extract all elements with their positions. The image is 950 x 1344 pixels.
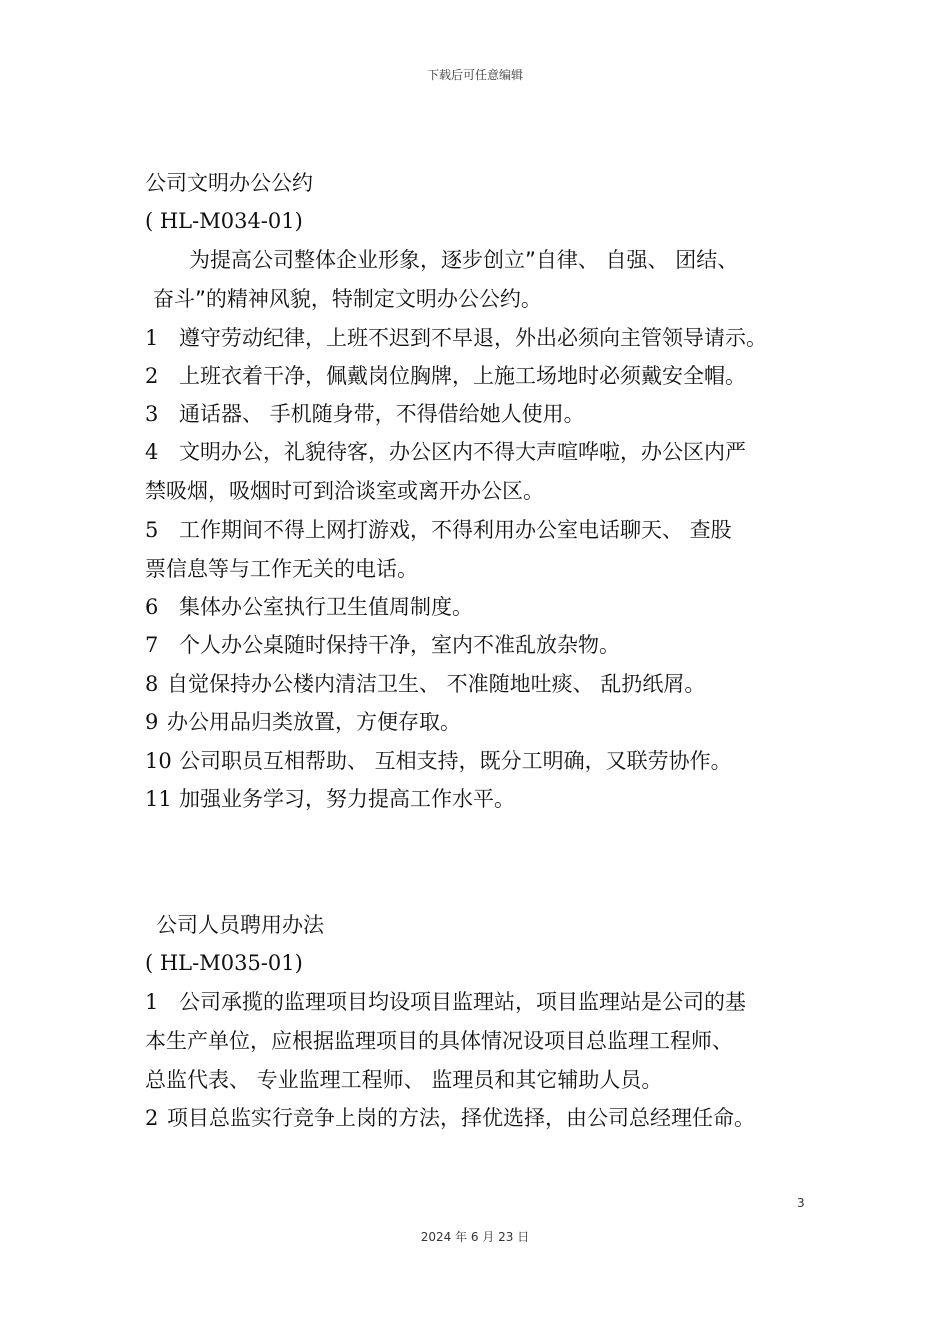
- item-number: 2: [145, 364, 159, 388]
- list-item: [145, 400, 585, 428]
- item-number: 4: [145, 440, 159, 464]
- list-item: [145, 593, 473, 621]
- item-text: 办公用品归类放置，方便存取。: [167, 710, 461, 734]
- list-item: [145, 747, 732, 775]
- section2-code: ( HL-M035-01): [145, 951, 303, 975]
- item-text: 遵守劳动纪律，上班不迟到不早退，外出必须向主管领导请示。: [179, 326, 767, 350]
- item-text: 个人办公桌随时保持干净，室内不准乱放杂物。: [179, 633, 620, 657]
- section1-title: 公司文明办公公约: [145, 171, 313, 195]
- section1-code: ( HL-M034-01): [145, 209, 303, 233]
- list-item-continuation: 票信息等与工作无关的电话。: [145, 557, 418, 581]
- item-number: 3: [145, 402, 159, 426]
- list-item: [145, 1104, 755, 1132]
- item-text: 加强业务学习，努力提高工作水平。: [179, 787, 515, 811]
- item-text: 项目总监实行竞争上岗的方法，择优选择，由公司总经理任命。: [167, 1106, 755, 1130]
- list-item: [145, 988, 746, 1016]
- section1-intro-line1: 为提高公司整体企业形象，逐步创立”自律、 自强、 团结、: [189, 248, 739, 272]
- page-header: 下载后可任意编辑: [426, 68, 523, 82]
- item-number: 1: [145, 990, 159, 1014]
- list-item: [145, 438, 746, 466]
- item-number: 2: [145, 1106, 159, 1130]
- item-number: 5: [145, 518, 159, 542]
- item-text: 自觉保持办公楼内清洁卫生、 不准随地吐痰、 乱扔纸屑。: [167, 672, 706, 696]
- list-item: [145, 708, 461, 736]
- item-text: 公司职员互相帮助、 互相支持，既分工明确，又联劳协作。: [179, 749, 732, 773]
- item-text: 上班衣着干净，佩戴岗位胸牌，上施工场地时必须戴安全帽。: [179, 364, 746, 388]
- list-item: [145, 785, 515, 813]
- list-item-continuation: 本生产单位，应根据监理项目的具体情况设项目总监理工程师、: [145, 1029, 733, 1053]
- item-text: 公司承揽的监理项目均设项目监理站，项目监理站是公司的基: [179, 990, 746, 1014]
- section2-title: 公司人员聘用办法: [156, 913, 324, 937]
- list-item: [145, 670, 705, 698]
- item-number: 1: [145, 326, 159, 350]
- item-number: 11: [145, 787, 172, 811]
- page-footer-date: 2024 年 6 月 23 日: [420, 1230, 530, 1244]
- item-text: 文明办公，礼貌待客，办公区内不得大声喧哗啦，办公区内严: [179, 440, 746, 464]
- list-item: [145, 631, 620, 659]
- list-item: [145, 324, 767, 352]
- item-text: 集体办公室执行卫生值周制度。: [179, 595, 473, 619]
- list-item: [145, 516, 732, 544]
- item-text: 工作期间不得上网打游戏，不得利用办公室电话聊天、 查股: [179, 518, 732, 542]
- list-item-continuation: 禁吸烟，吸烟时可到洽谈室或离开办公区。: [145, 479, 544, 503]
- page-number: 3: [797, 1196, 805, 1210]
- item-number: 10: [145, 749, 172, 773]
- item-number: 7: [145, 633, 159, 657]
- item-number: 6: [145, 595, 159, 619]
- item-number: 9: [145, 710, 159, 734]
- list-item: [145, 362, 746, 390]
- section1-intro-line2: 奋斗”的精神风貌，特制定文明办公公约。: [153, 287, 542, 311]
- item-text: 通话器、 手机随身带，不得借给她人使用。: [179, 402, 585, 426]
- list-item-continuation: 总监代表、 专业监理工程师、 监理员和其它辅助人员。: [145, 1068, 663, 1092]
- item-number: 8: [145, 672, 159, 696]
